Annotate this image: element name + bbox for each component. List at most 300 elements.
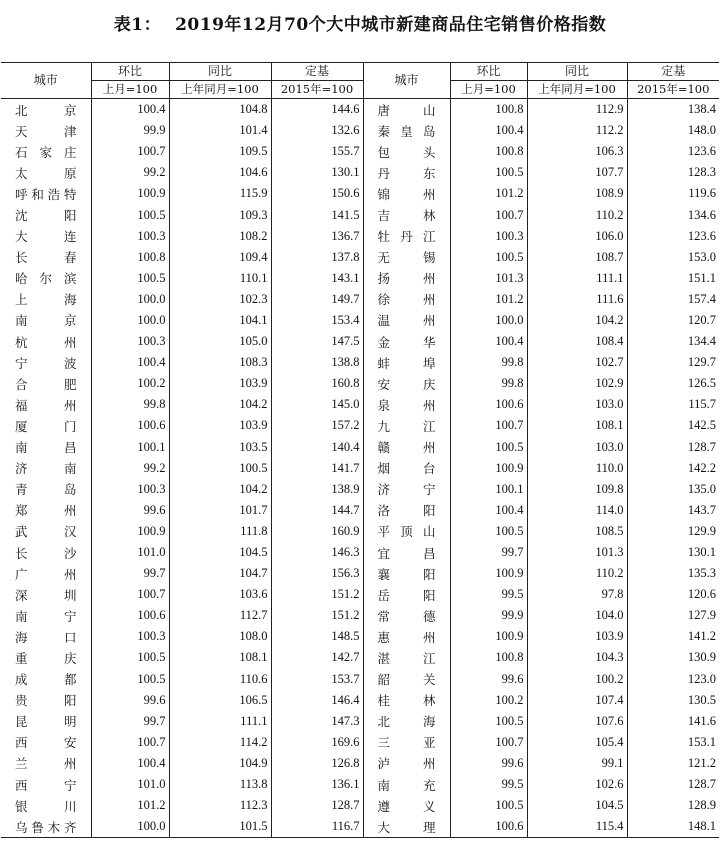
yoy-column-header: 同比 <box>527 63 627 81</box>
base-index-value: 115.7 <box>627 394 719 415</box>
city-name: 长春 <box>15 250 77 266</box>
mom-index-value: 99.6 <box>450 669 527 690</box>
yoy-index-value: 107.7 <box>527 162 627 183</box>
city-name: 遵义 <box>363 795 450 816</box>
yoy-index-value: 111.8 <box>169 521 271 542</box>
base-index-value: 136.1 <box>271 774 363 795</box>
yoy-index-value: 108.7 <box>527 247 627 268</box>
yoy-index-value: 104.6 <box>169 162 271 183</box>
mom-index-value: 100.4 <box>450 331 527 352</box>
table-row <box>1 120 719 141</box>
base-index-value: 151.1 <box>627 268 719 289</box>
table-row <box>1 394 719 415</box>
yoy-base-label: 上年同月=100 <box>527 81 627 99</box>
city-name: 哈尔滨 <box>15 271 77 287</box>
city-name: 南充 <box>363 774 450 795</box>
mom-index-value: 100.2 <box>91 373 169 394</box>
base-index-value: 121.2 <box>627 753 719 774</box>
mom-index-value: 100.4 <box>450 500 527 521</box>
city-name: 泉州 <box>363 394 450 415</box>
mom-index-value: 100.5 <box>91 204 169 225</box>
mom-index-value: 100.2 <box>450 690 527 711</box>
table-row <box>1 226 719 247</box>
mom-index-value: 100.7 <box>91 732 169 753</box>
city-name: 湛江 <box>363 647 450 668</box>
mom-index-value: 101.3 <box>450 268 527 289</box>
yoy-index-value: 108.1 <box>527 415 627 436</box>
mom-index-value: 100.0 <box>91 310 169 331</box>
mom-index-value: 100.5 <box>450 162 527 183</box>
mom-index-value: 101.0 <box>91 774 169 795</box>
mom-index-value: 99.5 <box>450 774 527 795</box>
mom-index-value: 100.8 <box>450 99 527 121</box>
city-column-header: 城市 <box>363 63 450 99</box>
fixed-base-label: 2015年=100 <box>627 81 719 99</box>
table-row <box>1 437 719 458</box>
city-name: 宁波 <box>15 355 77 371</box>
yoy-index-value: 109.4 <box>169 247 271 268</box>
city-name: 三亚 <box>363 732 450 753</box>
yoy-index-value: 114.0 <box>527 500 627 521</box>
base-index-value: 130.9 <box>627 647 719 668</box>
base-index-value: 151.2 <box>271 605 363 626</box>
base-index-value: 138.8 <box>271 352 363 373</box>
mom-index-value: 99.2 <box>91 458 169 479</box>
mom-index-value: 100.5 <box>450 711 527 732</box>
city-name: 深圳 <box>15 587 77 603</box>
base-index-value: 128.9 <box>627 795 719 816</box>
mom-index-value: 99.6 <box>91 690 169 711</box>
base-index-value: 144.6 <box>271 99 363 121</box>
base-index-value: 141.2 <box>627 626 719 647</box>
base-index-value: 147.5 <box>271 331 363 352</box>
base-index-value: 134.6 <box>627 204 719 225</box>
yoy-index-value: 110.2 <box>527 204 627 225</box>
city-name: 济宁 <box>363 479 450 500</box>
base-index-value: 120.6 <box>627 584 719 605</box>
city-name: 赣州 <box>363 437 450 458</box>
base-index-value: 155.7 <box>271 141 363 162</box>
base-column-header: 定基 <box>271 63 363 81</box>
table-row <box>1 521 719 542</box>
base-index-value: 119.6 <box>627 183 719 204</box>
base-index-value: 141.5 <box>271 204 363 225</box>
city-name: 沈阳 <box>15 208 77 224</box>
mom-index-value: 100.9 <box>91 183 169 204</box>
base-index-value: 127.9 <box>627 605 719 626</box>
base-index-value: 128.7 <box>271 795 363 816</box>
table-row <box>1 647 719 668</box>
mom-index-value: 101.2 <box>91 795 169 816</box>
table-row <box>1 795 719 816</box>
table-row <box>1 584 719 605</box>
mom-index-value: 99.9 <box>91 120 169 141</box>
base-index-value: 150.6 <box>271 183 363 204</box>
city-name: 银川 <box>15 798 77 814</box>
city-name: 金华 <box>363 331 450 352</box>
base-index-value: 147.3 <box>271 711 363 732</box>
mom-index-value: 100.7 <box>450 732 527 753</box>
mom-index-value: 100.7 <box>450 415 527 436</box>
city-name: 韶关 <box>363 669 450 690</box>
mom-index-value: 100.5 <box>91 669 169 690</box>
base-index-value: 146.4 <box>271 690 363 711</box>
mom-column-header: 环比 <box>91 63 169 81</box>
yoy-index-value: 109.5 <box>169 141 271 162</box>
table-row <box>1 289 719 310</box>
yoy-index-value: 104.5 <box>169 542 271 563</box>
table-row <box>1 732 719 753</box>
yoy-index-value: 115.9 <box>169 183 271 204</box>
yoy-column-header: 同比 <box>169 63 271 81</box>
city-name: 惠州 <box>363 626 450 647</box>
mom-index-value: 99.9 <box>450 605 527 626</box>
mom-index-value: 100.1 <box>450 479 527 500</box>
base-index-value: 128.7 <box>627 774 719 795</box>
yoy-index-value: 114.2 <box>169 732 271 753</box>
table-row <box>1 204 719 225</box>
yoy-index-value: 106.5 <box>169 690 271 711</box>
base-index-value: 123.0 <box>627 669 719 690</box>
fixed-base-label: 2015年=100 <box>271 81 363 99</box>
city-name: 岳阳 <box>363 584 450 605</box>
base-index-value: 130.5 <box>627 690 719 711</box>
mom-index-value: 100.9 <box>91 521 169 542</box>
yoy-index-value: 100.5 <box>169 458 271 479</box>
table-row <box>1 141 719 162</box>
base-index-value: 142.5 <box>627 415 719 436</box>
city-name: 包头 <box>363 141 450 162</box>
yoy-index-value: 103.9 <box>169 415 271 436</box>
city-column-header: 城市 <box>1 63 91 99</box>
table-row <box>1 247 719 268</box>
yoy-index-value: 99.1 <box>527 753 627 774</box>
mom-index-value: 100.5 <box>450 795 527 816</box>
mom-index-value: 100.5 <box>91 647 169 668</box>
city-name: 宜昌 <box>363 542 450 563</box>
mom-index-value: 101.2 <box>450 289 527 310</box>
yoy-index-value: 111.6 <box>527 289 627 310</box>
yoy-index-value: 104.3 <box>527 647 627 668</box>
mom-index-value: 99.2 <box>91 162 169 183</box>
base-index-value: 148.1 <box>627 816 719 838</box>
yoy-index-value: 103.0 <box>527 394 627 415</box>
city-name: 海口 <box>15 629 77 645</box>
mom-index-value: 100.8 <box>450 647 527 668</box>
mom-index-value: 100.3 <box>91 479 169 500</box>
mom-index-value: 100.5 <box>450 247 527 268</box>
base-index-value: 153.4 <box>271 310 363 331</box>
city-name: 南宁 <box>15 608 77 624</box>
yoy-index-value: 104.9 <box>169 753 271 774</box>
yoy-index-value: 106.0 <box>527 226 627 247</box>
base-index-value: 153.0 <box>627 247 719 268</box>
table-row <box>1 373 719 394</box>
base-index-value: 146.3 <box>271 542 363 563</box>
mom-index-value: 99.7 <box>91 711 169 732</box>
city-name: 武汉 <box>15 524 77 540</box>
yoy-index-value: 105.4 <box>527 732 627 753</box>
base-index-value: 149.7 <box>271 289 363 310</box>
yoy-index-value: 113.8 <box>169 774 271 795</box>
yoy-index-value: 110.1 <box>169 268 271 289</box>
yoy-index-value: 109.8 <box>527 479 627 500</box>
yoy-index-value: 104.5 <box>527 795 627 816</box>
yoy-base-label: 上年同月=100 <box>169 81 271 99</box>
city-name: 徐州 <box>363 289 450 310</box>
table-row <box>1 162 719 183</box>
city-name: 南昌 <box>15 440 77 456</box>
base-index-value: 141.6 <box>627 711 719 732</box>
mom-index-value: 100.5 <box>450 437 527 458</box>
mom-index-value: 101.0 <box>91 542 169 563</box>
city-name: 重庆 <box>15 650 77 666</box>
yoy-index-value: 104.2 <box>169 394 271 415</box>
header-row <box>1 63 719 81</box>
base-index-value: 135.0 <box>627 479 719 500</box>
city-name: 乌鲁木齐 <box>1 816 91 838</box>
mom-index-value: 100.6 <box>450 394 527 415</box>
table-row <box>1 500 719 521</box>
table-row <box>1 816 719 838</box>
mom-index-value: 100.9 <box>450 563 527 584</box>
city-name: 牡丹江 <box>363 226 450 247</box>
table-row <box>1 626 719 647</box>
yoy-index-value: 112.2 <box>527 120 627 141</box>
yoy-index-value: 111.1 <box>169 711 271 732</box>
base-index-value: 123.6 <box>627 226 719 247</box>
base-index-value: 148.0 <box>627 120 719 141</box>
yoy-index-value: 104.0 <box>527 605 627 626</box>
base-index-value: 143.7 <box>627 500 719 521</box>
base-index-value: 128.3 <box>627 162 719 183</box>
mom-index-value: 99.5 <box>450 584 527 605</box>
yoy-index-value: 104.2 <box>527 310 627 331</box>
city-name: 秦皇岛 <box>363 120 450 141</box>
city-name: 郑州 <box>15 503 77 519</box>
yoy-index-value: 104.1 <box>169 310 271 331</box>
city-name: 昆明 <box>15 714 77 730</box>
table-row <box>1 605 719 626</box>
city-name: 上海 <box>15 292 77 308</box>
city-name: 长沙 <box>15 545 77 561</box>
yoy-index-value: 108.9 <box>527 183 627 204</box>
mom-index-value: 100.4 <box>91 753 169 774</box>
yoy-index-value: 112.7 <box>169 605 271 626</box>
city-name: 天津 <box>15 123 77 139</box>
base-index-value: 134.4 <box>627 331 719 352</box>
city-name: 杭州 <box>15 334 77 350</box>
mom-index-value: 100.3 <box>91 226 169 247</box>
base-index-value: 126.8 <box>271 753 363 774</box>
base-index-value: 136.7 <box>271 226 363 247</box>
base-index-value: 153.7 <box>271 669 363 690</box>
city-name: 呼和浩特 <box>15 186 77 202</box>
table-row <box>1 331 719 352</box>
mom-index-value: 100.3 <box>91 331 169 352</box>
table-row <box>1 352 719 373</box>
base-index-value: 120.7 <box>627 310 719 331</box>
price-index-table <box>1 62 719 838</box>
table-row <box>1 268 719 289</box>
city-name: 北海 <box>363 711 450 732</box>
base-index-value: 126.5 <box>627 373 719 394</box>
yoy-index-value: 102.3 <box>169 289 271 310</box>
table-row <box>1 753 719 774</box>
city-name: 安庆 <box>363 373 450 394</box>
city-name: 烟台 <box>363 458 450 479</box>
base-index-value: 129.7 <box>627 352 719 373</box>
mom-index-value: 100.4 <box>450 120 527 141</box>
city-name: 吉林 <box>363 204 450 225</box>
yoy-index-value: 103.0 <box>527 437 627 458</box>
mom-index-value: 100.9 <box>450 458 527 479</box>
yoy-index-value: 109.3 <box>169 204 271 225</box>
mom-index-value: 99.6 <box>450 753 527 774</box>
yoy-index-value: 103.6 <box>169 584 271 605</box>
table-row <box>1 774 719 795</box>
city-name: 北京 <box>15 102 77 118</box>
yoy-index-value: 101.7 <box>169 500 271 521</box>
table-title <box>0 10 720 35</box>
yoy-index-value: 103.9 <box>169 373 271 394</box>
yoy-index-value: 108.3 <box>169 352 271 373</box>
yoy-index-value: 108.4 <box>527 331 627 352</box>
base-index-value: 138.4 <box>627 99 719 121</box>
mom-index-value: 100.5 <box>450 521 527 542</box>
mom-index-value: 100.8 <box>450 141 527 162</box>
yoy-index-value: 106.3 <box>527 141 627 162</box>
yoy-index-value: 103.9 <box>527 626 627 647</box>
yoy-index-value: 97.8 <box>527 584 627 605</box>
mom-index-value: 100.0 <box>91 289 169 310</box>
yoy-index-value: 102.9 <box>527 373 627 394</box>
yoy-index-value: 108.0 <box>169 626 271 647</box>
mom-index-value: 100.0 <box>450 310 527 331</box>
table-row <box>1 99 719 121</box>
mom-index-value: 99.7 <box>450 542 527 563</box>
city-name: 西安 <box>15 735 77 751</box>
yoy-index-value: 100.2 <box>527 669 627 690</box>
base-index-value: 141.7 <box>271 458 363 479</box>
base-index-value: 130.1 <box>271 162 363 183</box>
mom-index-value: 99.8 <box>450 373 527 394</box>
city-name: 广州 <box>15 566 77 582</box>
mom-index-value: 100.8 <box>91 247 169 268</box>
yoy-index-value: 108.1 <box>169 647 271 668</box>
yoy-index-value: 110.6 <box>169 669 271 690</box>
city-name: 常德 <box>363 605 450 626</box>
city-name: 厦门 <box>15 418 77 434</box>
mom-index-value: 99.8 <box>91 394 169 415</box>
city-name: 唐山 <box>363 99 450 121</box>
mom-index-value: 100.7 <box>450 204 527 225</box>
table-row <box>1 415 719 436</box>
table-row <box>1 711 719 732</box>
city-name: 锦州 <box>363 183 450 204</box>
city-name: 温州 <box>363 310 450 331</box>
city-name: 西宁 <box>15 777 77 793</box>
mom-index-value: 100.7 <box>91 584 169 605</box>
base-index-value: 143.1 <box>271 268 363 289</box>
mom-index-value: 100.0 <box>91 816 169 838</box>
yoy-index-value: 104.7 <box>169 563 271 584</box>
mom-index-value: 100.1 <box>91 437 169 458</box>
base-index-value: 151.2 <box>271 584 363 605</box>
base-index-value: 140.4 <box>271 437 363 458</box>
mom-index-value: 100.5 <box>91 268 169 289</box>
yoy-index-value: 112.3 <box>169 795 271 816</box>
city-name: 太原 <box>15 165 77 181</box>
city-name: 大理 <box>363 816 450 838</box>
table-row <box>1 183 719 204</box>
base-index-value: 144.7 <box>271 500 363 521</box>
yoy-index-value: 104.8 <box>169 99 271 121</box>
city-name: 桂林 <box>363 690 450 711</box>
base-index-value: 129.9 <box>627 521 719 542</box>
city-name: 丹东 <box>363 162 450 183</box>
yoy-index-value: 110.0 <box>527 458 627 479</box>
base-index-value: 169.6 <box>271 732 363 753</box>
base-index-value: 145.0 <box>271 394 363 415</box>
table-row <box>1 542 719 563</box>
yoy-index-value: 102.6 <box>527 774 627 795</box>
yoy-index-value: 104.2 <box>169 479 271 500</box>
table-number: 表1： <box>113 15 162 35</box>
mom-base-label: 上月=100 <box>91 81 169 99</box>
yoy-index-value: 101.5 <box>169 816 271 838</box>
subheader-row <box>1 81 719 99</box>
yoy-index-value: 108.2 <box>169 226 271 247</box>
mom-index-value: 100.6 <box>450 816 527 838</box>
base-index-value: 137.8 <box>271 247 363 268</box>
yoy-index-value: 105.0 <box>169 331 271 352</box>
yoy-index-value: 112.9 <box>527 99 627 121</box>
base-index-value: 142.7 <box>271 647 363 668</box>
base-index-value: 138.9 <box>271 479 363 500</box>
mom-base-label: 上月=100 <box>450 81 527 99</box>
yoy-index-value: 103.5 <box>169 437 271 458</box>
base-index-value: 123.6 <box>627 141 719 162</box>
yoy-index-value: 115.4 <box>527 816 627 838</box>
mom-index-value: 101.2 <box>450 183 527 204</box>
table-row <box>1 563 719 584</box>
city-name: 成都 <box>15 672 77 688</box>
city-name: 洛阳 <box>363 500 450 521</box>
yoy-index-value: 110.2 <box>527 563 627 584</box>
yoy-index-value: 101.4 <box>169 120 271 141</box>
base-index-value: 128.7 <box>627 437 719 458</box>
base-index-value: 130.1 <box>627 542 719 563</box>
yoy-index-value: 107.6 <box>527 711 627 732</box>
yoy-index-value: 108.5 <box>527 521 627 542</box>
base-index-value: 135.3 <box>627 563 719 584</box>
mom-index-value: 99.7 <box>91 563 169 584</box>
mom-index-value: 100.4 <box>91 99 169 121</box>
yoy-index-value: 107.4 <box>527 690 627 711</box>
base-index-value: 132.6 <box>271 120 363 141</box>
city-name: 襄阳 <box>363 563 450 584</box>
city-name: 大连 <box>15 229 77 245</box>
table-row <box>1 458 719 479</box>
table-title-text: 2019年12月70个大中城市新建商品住宅销售价格指数 <box>175 15 607 35</box>
city-name: 扬州 <box>363 268 450 289</box>
city-name: 平顶山 <box>363 521 450 542</box>
city-name: 无锡 <box>363 247 450 268</box>
table-row <box>1 310 719 331</box>
city-name: 合肥 <box>15 376 77 392</box>
city-name: 蚌埠 <box>363 352 450 373</box>
